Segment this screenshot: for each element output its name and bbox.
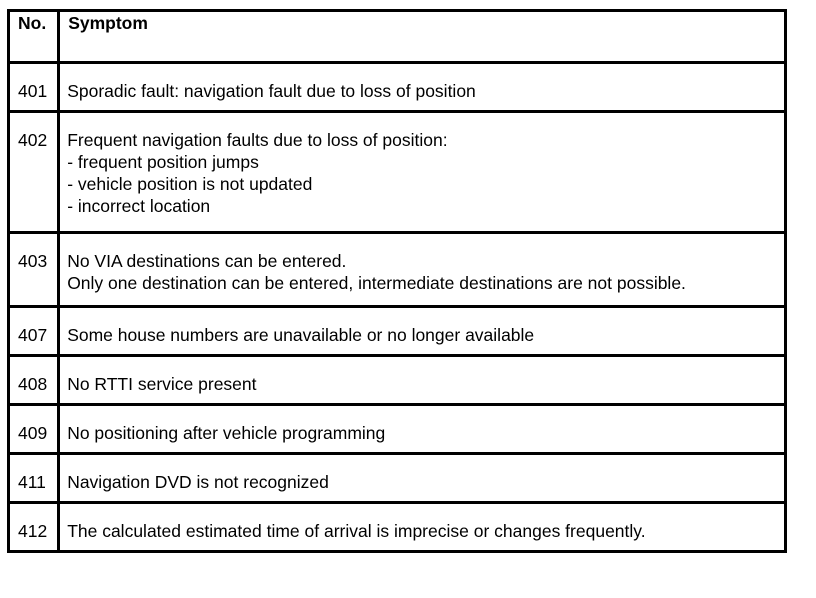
symptom-detail: - vehicle position is not updated [67,174,313,194]
row-number-cell [9,405,59,454]
symptom-detail: - incorrect location [67,196,211,216]
symptom-text: No positioning after vehicle programming [67,423,386,443]
row-number: 408 [18,374,48,394]
symptom-cell [59,233,786,307]
table-row [9,112,786,233]
row-number: 401 [18,81,48,101]
row-number-cell [9,112,59,233]
symptom-cell [59,307,786,356]
table-header-row [9,11,786,63]
row-number-cell [9,233,59,307]
row-number: 409 [18,423,48,443]
table-row [9,307,786,356]
row-number: 407 [18,325,48,345]
symptom-table [7,9,787,553]
symptom-cell [59,63,786,112]
row-number: 411 [18,472,46,492]
row-number-cell [9,454,59,503]
row-number: 403 [18,251,48,271]
row-number: 402 [18,130,48,150]
table-row [9,63,786,112]
symptom-text: Navigation DVD is not recognized [67,472,329,492]
symptom-cell [59,405,786,454]
row-number-cell [9,307,59,356]
symptom-text: The calculated estimated time of arrival is imprecise or changes frequently. [67,521,646,541]
row-number-cell [9,356,59,405]
symptom-text: Some house numbers are unavailable or no longer available [67,325,535,345]
symptom-cell [59,356,786,405]
symptom-detail: Only one destination can be entered, intermediate destinations are not possible. [67,273,686,293]
row-number: 412 [18,521,48,541]
symptom-text: No VIA destinations can be entered. [67,251,347,271]
symptom-text: Frequent navigation faults due to loss of position: [67,130,448,150]
table-row [9,454,786,503]
table-row [9,356,786,405]
row-number-cell [9,63,59,112]
table-row [9,503,786,552]
symptom-cell [59,503,786,552]
row-number-cell [9,503,59,552]
symptom-cell [59,454,786,503]
symptom-text: No RTTI service present [67,374,257,394]
column-header-symptom [59,11,786,63]
column-header-no-label: No. [18,13,47,33]
table-row [9,233,786,307]
symptom-cell [59,112,786,233]
symptom-detail: - frequent position jumps [67,152,259,172]
symptom-text: Sporadic fault: navigation fault due to loss of position [67,81,476,101]
column-header-no [9,11,59,63]
column-header-symptom-label: Symptom [68,13,148,33]
table-row [9,405,786,454]
